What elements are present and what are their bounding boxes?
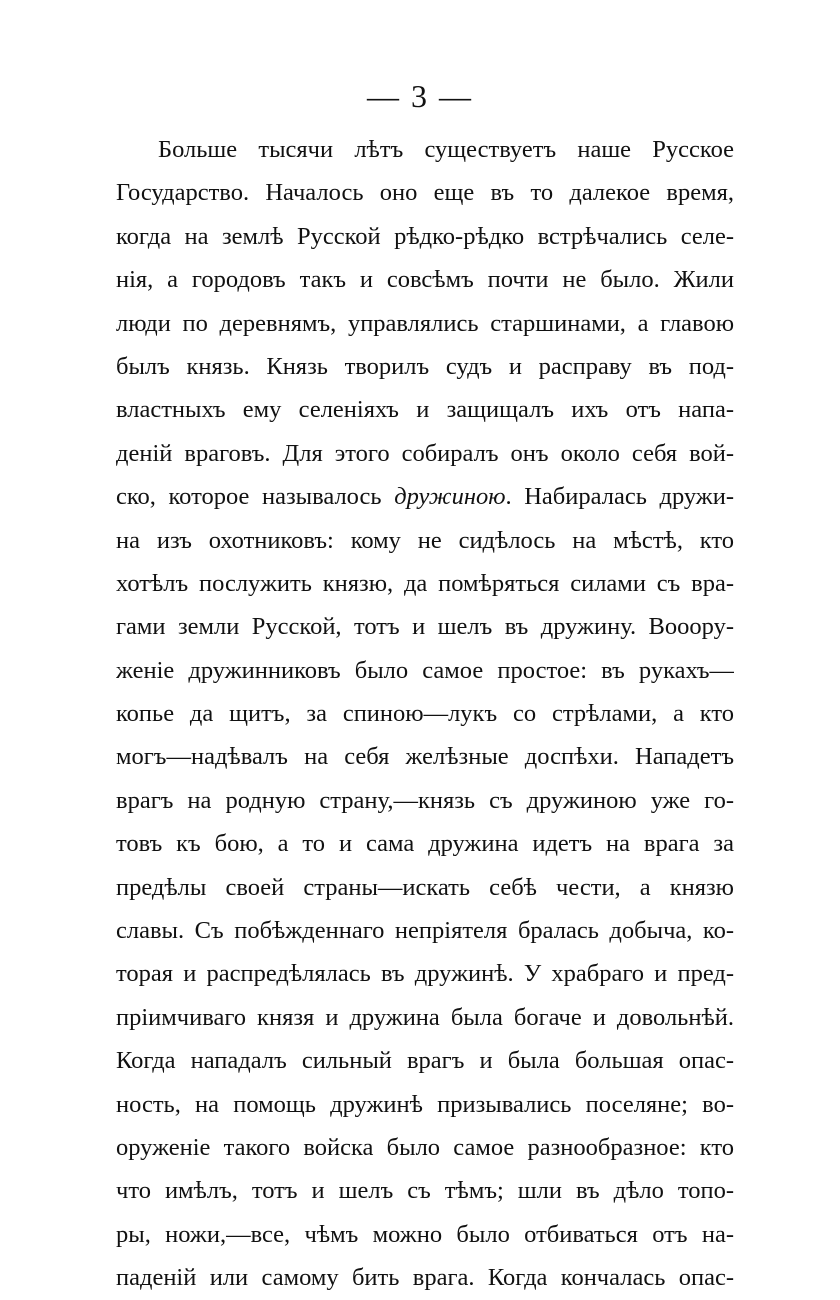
text-line: торая и распредѣлялась въ дружинѣ. У храбраго и пред- (116, 960, 734, 988)
italic-term-druzhina: дружиною (394, 483, 506, 511)
text-line: на изъ охотниковъ: кому не сидѣлось на мѣстѣ, кто (116, 526, 734, 554)
text-line: что имѣлъ, тотъ и шелъ съ тѣмъ; шли въ дѣло топо- (116, 1177, 734, 1205)
text-line: люди по деревнямъ, управлялись старшинами, а главою (116, 309, 734, 337)
body-text (116, 128, 734, 1300)
text-line: пріимчиваго князя и дружина была богаче и довольнѣй. (116, 1003, 734, 1031)
text-line: оруженіе такого войска было самое разнообразное: кто (116, 1133, 734, 1161)
text-line: Больше тысячи лѣтъ существуетъ наше Русское (158, 136, 734, 163)
text-line: властныхъ ему селеніяхъ и защищалъ ихъ отъ напа- (116, 396, 734, 424)
text-line: предѣлы своей страны—искать себѣ чести, а князю (116, 873, 734, 901)
text-line: Государство. Началось оно еще въ то далекое время, (116, 179, 734, 207)
text-line: копье да щитъ, за спиною—лукъ со стрѣлами, а кто (116, 700, 734, 728)
text-line: женіе дружинниковъ было самое простое: въ рукахъ— (116, 656, 734, 684)
text-line: товъ къ бою, а то и сама дружина идетъ на врага за (116, 830, 734, 858)
text-segment: . Набиралась дружи- (505, 483, 734, 511)
text-line: деній враговъ. Для этого собиралъ онъ около себя вой- (116, 439, 734, 467)
text-line: Когда нападалъ сильный врагъ и была большая опас- (116, 1047, 734, 1075)
text-line: былъ князь. Князь творилъ судъ и расправу въ под- (116, 352, 734, 380)
text-line: могъ—надѣвалъ на себя желѣзные доспѣхи. Нападетъ (116, 743, 734, 771)
text-line: гами земли Русской, тотъ и шелъ въ дружину. Вооору- (116, 613, 734, 641)
text-line: ры, ножи,—все, чѣмъ можно было отбиваться отъ на- (116, 1220, 734, 1248)
page-number: — 3 — (367, 78, 473, 114)
text-line: славы. Съ побѣжденнаго непріятеля бралась добыча, ко- (116, 917, 734, 945)
text-line: когда на землѣ Русской рѣдко-рѣдко встрѣчались селе- (116, 222, 734, 250)
text-line: хотѣлъ послужить князю, да помѣряться силами съ вра- (116, 569, 734, 597)
text-line: нія, а городовъ такъ и совсѣмъ почти не было. Жили (116, 266, 734, 294)
text-line: паденій или самому бить врага. Когда кончалась опас- (116, 1264, 734, 1292)
text-line-with-italic (116, 475, 734, 518)
text-line: врагъ на родную страну,—князь съ дружиною уже го- (116, 786, 734, 814)
text-line: ность, на помощь дружинѣ призывались поселяне; во- (116, 1090, 734, 1118)
text-segment: ско, которое называлось (116, 483, 395, 511)
